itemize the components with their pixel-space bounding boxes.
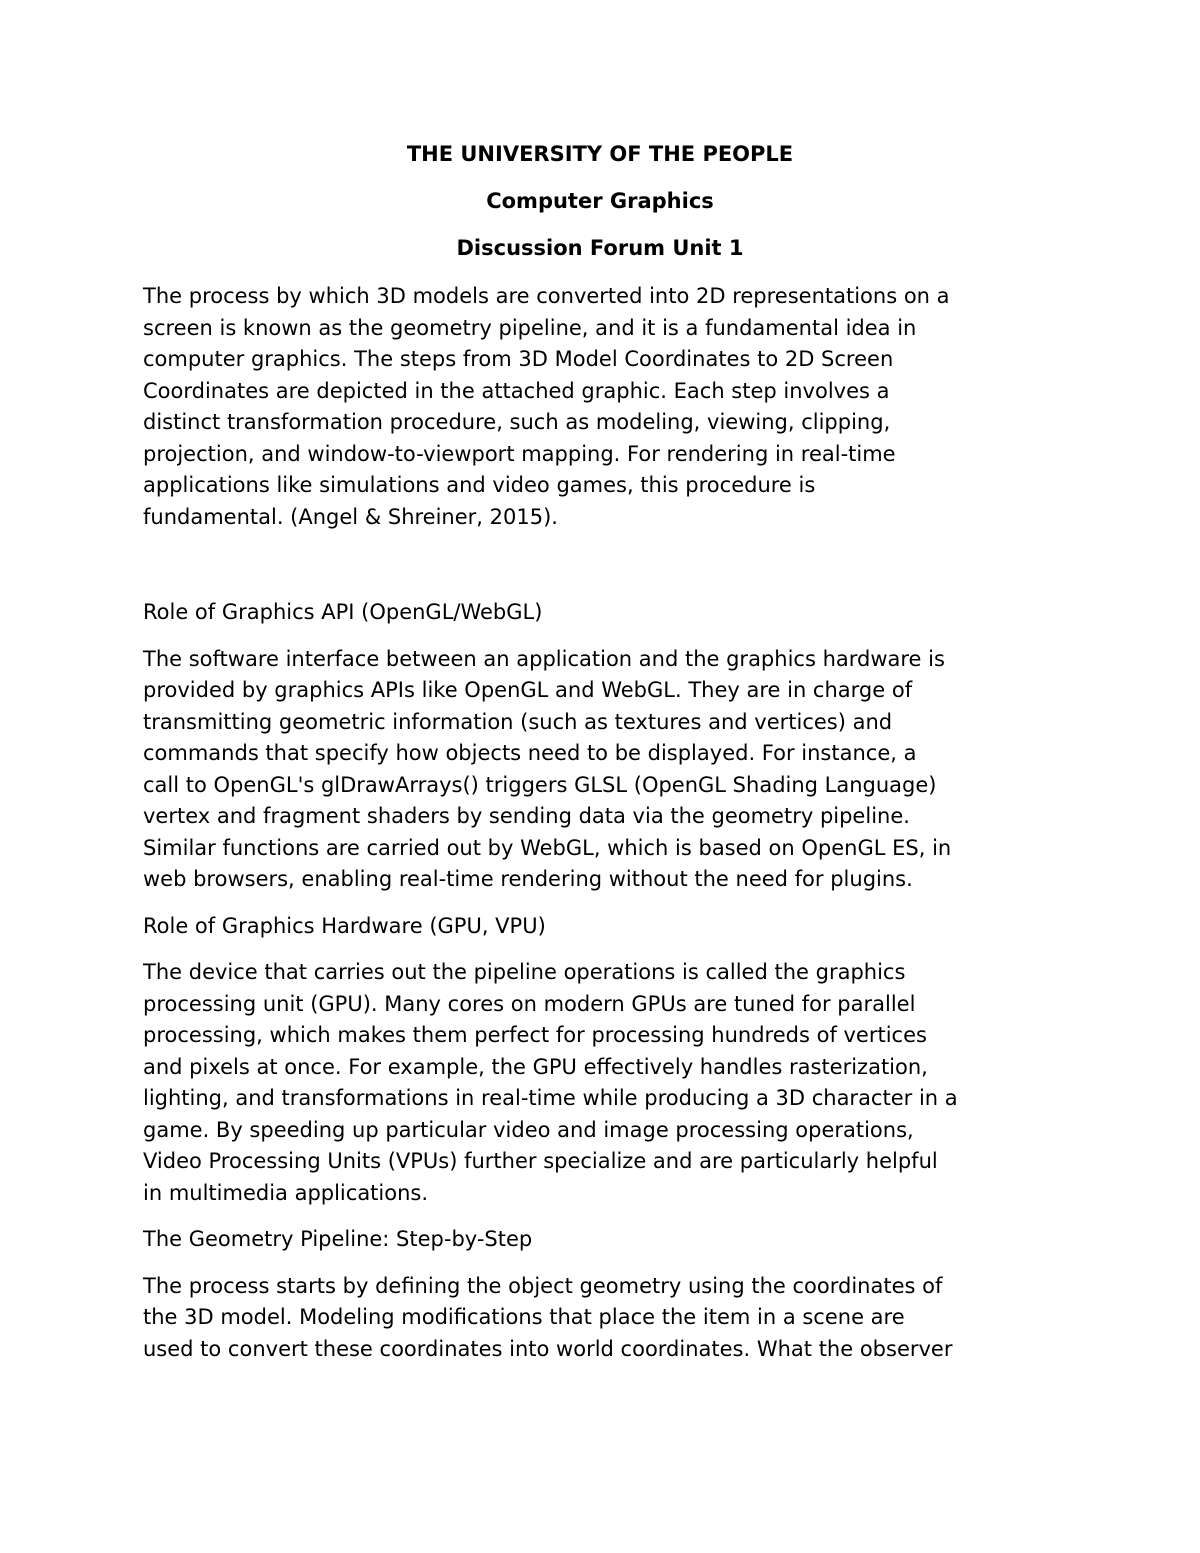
text-line: distinct transformation procedure, such as modeling, viewing, clipping, <box>143 410 891 434</box>
text-line: in multimedia applications. <box>143 1180 429 1205</box>
text-line: The device that carries out the pipeline operations is called the graphics <box>143 960 906 984</box>
text-line: and pixels at once. For example, the GPU effectively handles rasterization, <box>143 1054 928 1079</box>
text-line: processing, which makes them perfect for processing hundreds of vertices <box>143 1023 927 1047</box>
text-line: the 3D model. Modeling modifications that place the item in a scene are <box>143 1305 905 1329</box>
hardware-paragraph <box>143 957 1063 1209</box>
course-title: Computer Graphics <box>486 189 714 213</box>
text-line: vertex and fragment shaders by sending data via the geometry pipeline. <box>143 804 910 828</box>
text-line: projection, and window-to-viewport mapping. For rendering in real-time <box>143 441 896 466</box>
text-line: web browsers, enabling real-time rendering without the need for plugins. <box>143 867 913 891</box>
blank-line <box>143 548 1063 597</box>
text-line: Coordinates are depicted in the attached graphic. Each step involves a <box>143 378 890 403</box>
pipeline-paragraph <box>143 1271 1063 1366</box>
text-line: game. By speeding up particular video and image processing operations, <box>143 1117 914 1142</box>
text-line: Video Processing Units (VPUs) further specialize and are particularly helpful <box>143 1149 938 1173</box>
text-line: call to OpenGL's glDrawArrays() triggers GLSL (OpenGL Shading Language) <box>143 772 937 797</box>
assignment-title: Discussion Forum Unit 1 <box>456 236 744 260</box>
text-line: Similar functions are carried out by WebGL, which is based on OpenGL ES, in <box>143 835 952 860</box>
text-line: The process by which 3D models are converted into 2D representations on a <box>143 284 950 308</box>
api-paragraph <box>143 644 1063 896</box>
document-page <box>143 140 1063 1380</box>
institution-title: THE UNIVERSITY OF THE PEOPLE <box>406 142 794 166</box>
text-line: The software interface between an application and the graphics hardware is <box>143 646 945 671</box>
text-line: provided by graphics APIs like OpenGL and WebGL. They are in charge of <box>143 678 913 702</box>
text-line: computer graphics. The steps from 3D Model Coordinates to 2D Screen <box>143 347 894 371</box>
text-line: used to convert these coordinates into world coordinates. What the observer <box>143 1336 953 1361</box>
text-line: fundamental. (Angel & Shreiner, 2015). <box>143 504 558 529</box>
intro-paragraph <box>143 281 1063 533</box>
text-line: lighting, and transformations in real-time while producing a 3D character in a <box>143 1086 958 1110</box>
text-line: screen is known as the geometry pipeline, and it is a fundamental idea in <box>143 315 917 340</box>
section-heading-hardware: Role of Graphics Hardware (GPU, VPU) <box>143 913 546 938</box>
text-line: transmitting geometric information (such as textures and vertices) and <box>143 709 893 734</box>
text-line: commands that specify how objects need to be displayed. For instance, a <box>143 741 917 765</box>
text-line: The process starts by defining the object geometry using the coordinates of <box>143 1273 943 1298</box>
section-heading-pipeline: The Geometry Pipeline: Step-by-Step <box>143 1227 533 1251</box>
text-line: processing unit (GPU). Many cores on modern GPUs are tuned for parallel <box>143 991 916 1016</box>
section-heading-api: Role of Graphics API (OpenGL/WebGL) <box>143 600 543 624</box>
text-line: applications like simulations and video games, this procedure is <box>143 473 816 497</box>
